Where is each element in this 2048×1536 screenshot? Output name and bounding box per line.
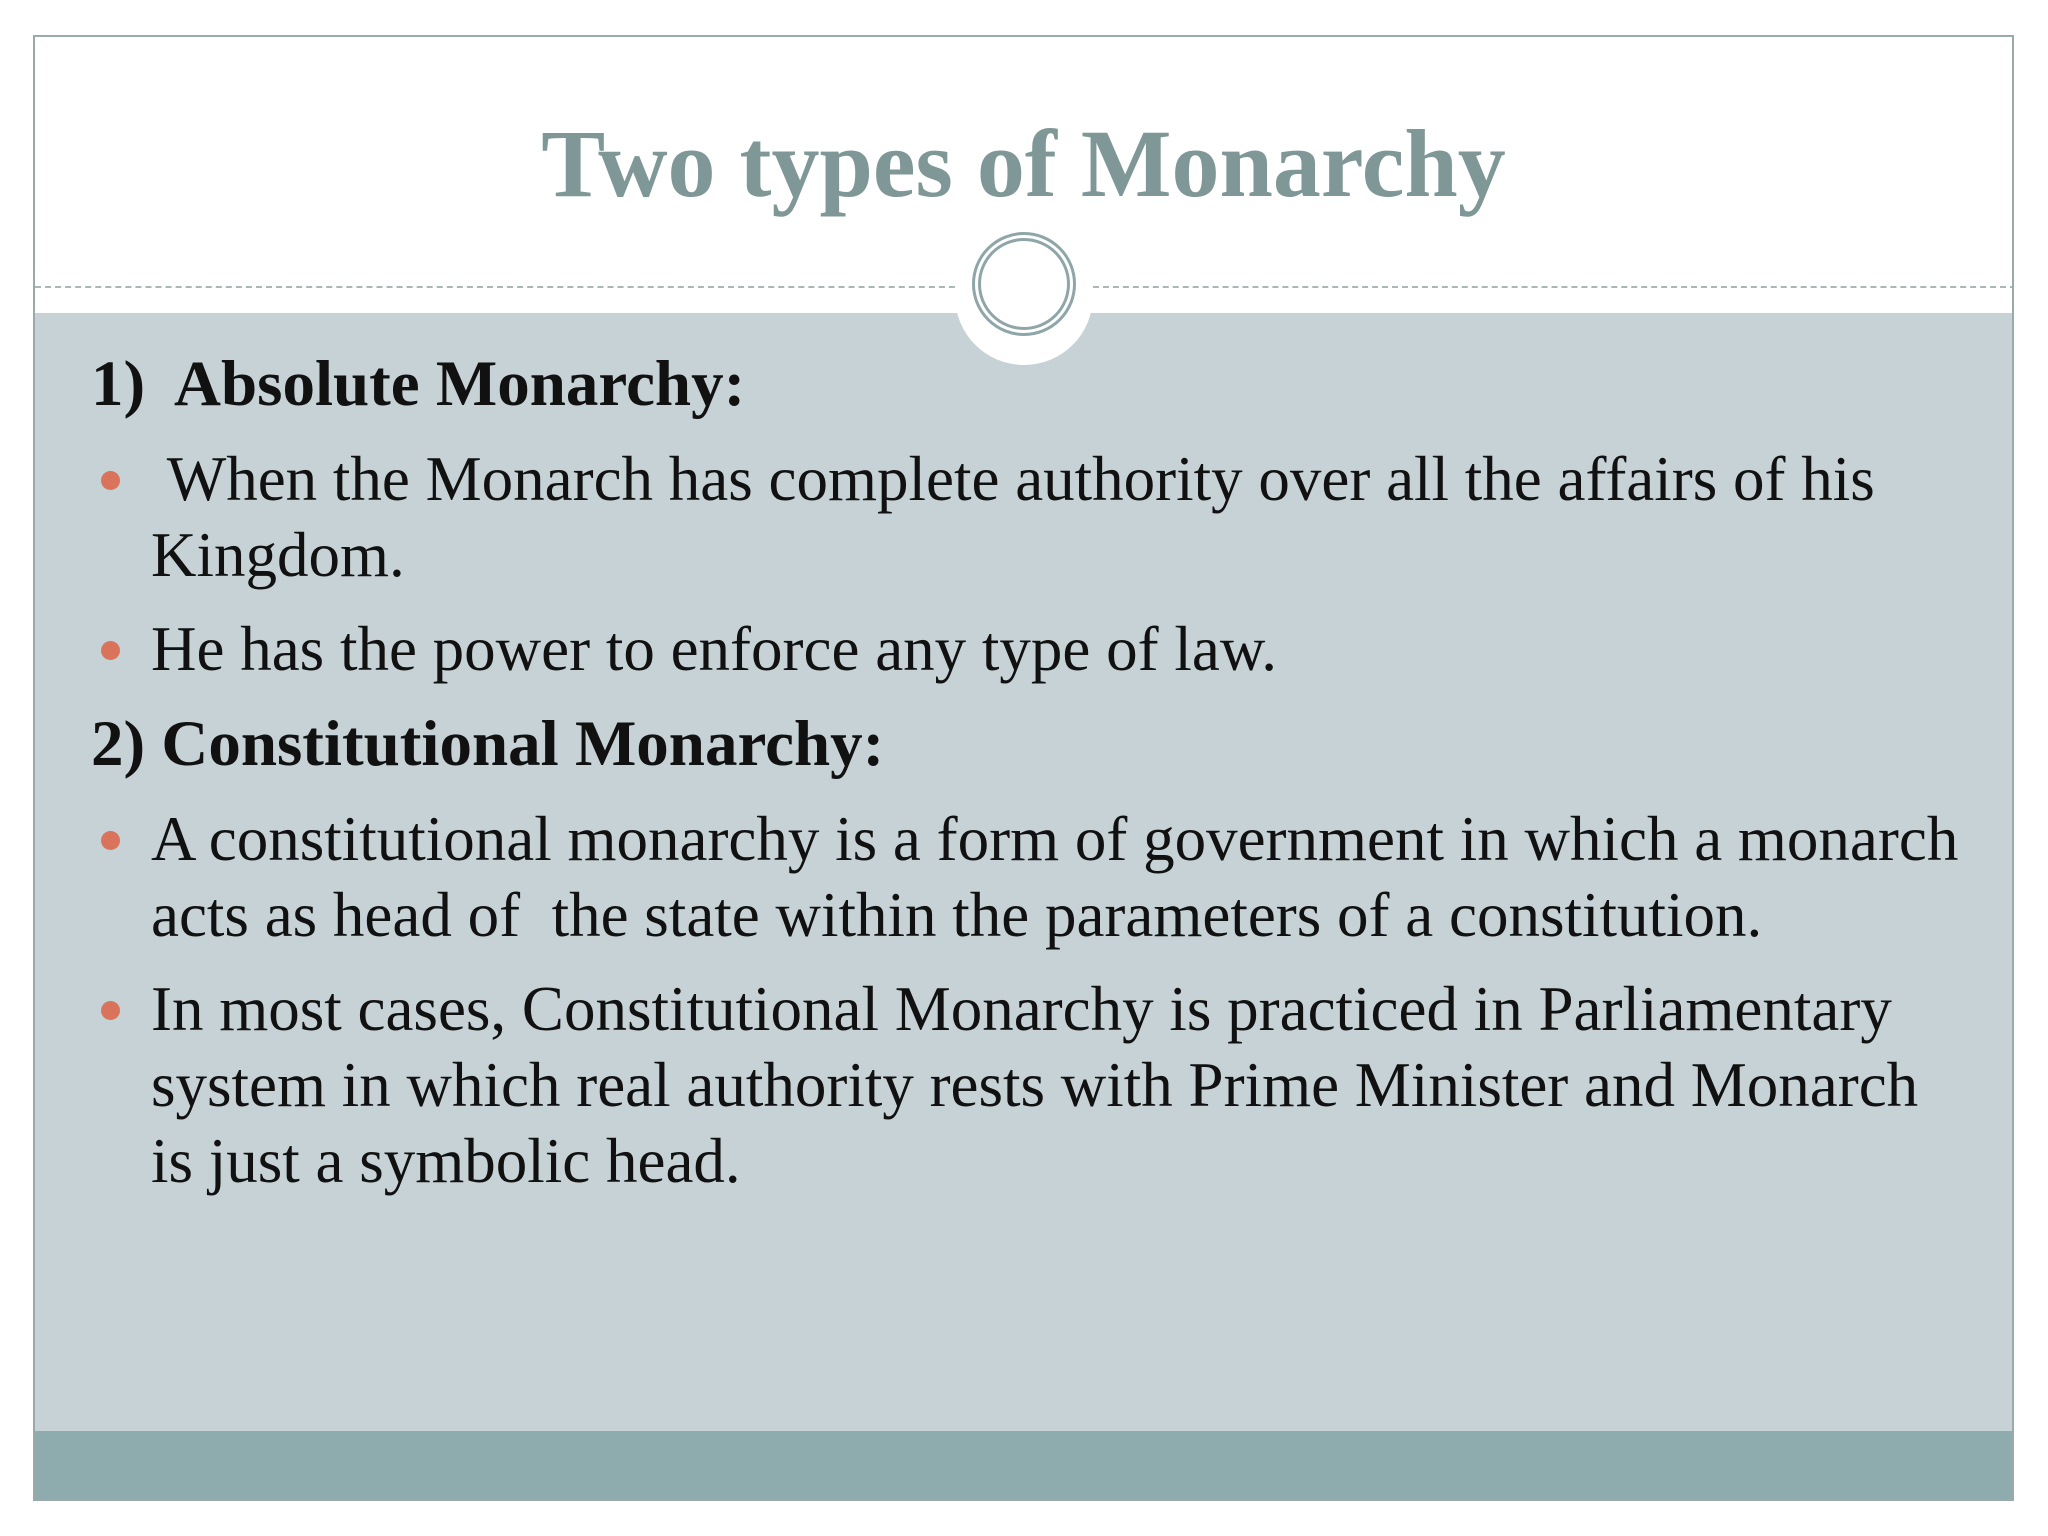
bullet-dot-icon [101,1001,120,1020]
bullet-text: In most cases, Constitutional Monarchy is practiced in Parliamentary system in which real authority rests with Prime Minister and Monarch is just a symbolic head. [151,974,1934,1196]
bullet-dot-icon [101,641,120,660]
divider-left [35,286,955,288]
circle-ornament-inner [978,238,1070,330]
bullet-item [91,971,1971,1199]
bullet-item [91,611,1971,687]
footer-bar [35,1431,2012,1501]
bullet-item [91,801,1975,953]
bullet-dot-icon [101,471,120,490]
slide [33,35,2014,1501]
bullet-item [91,441,1971,593]
section-heading-constitutional: 2) Constitutional Monarchy: [91,708,885,780]
bullet-text: He has the power to enforce any type of law. [151,614,1277,684]
bullet-text: A constitutional monarchy is a form of government in which a monarch acts as head of the state within the parameters of a constitution. [151,804,1975,950]
slide-body [91,345,1975,1217]
slide-title: Two types of Monarchy [541,110,1506,217]
section-heading-absolute: 1) Absolute Monarchy: [91,348,746,420]
bullet-text: When the Monarch has complete authority over all the affairs of his Kingdom. [151,444,1891,590]
bullet-dot-icon [101,831,120,850]
divider-right [1093,286,2014,288]
